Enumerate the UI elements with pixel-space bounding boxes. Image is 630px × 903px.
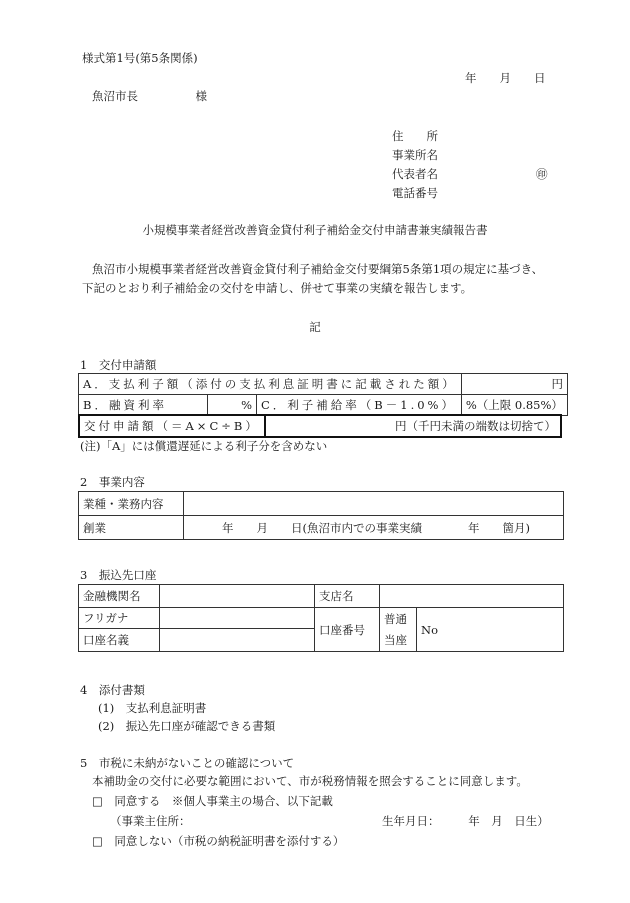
founded-label: 創業 <box>79 516 184 540</box>
section1-heading: 1 交付申請額 <box>80 358 157 372</box>
section4-heading: 4 添付書類 <box>80 683 145 697</box>
agree-checkbox[interactable]: □ 同意する ※個人事業主の場合、以下記載 <box>92 794 333 808</box>
furigana-label: フリガナ <box>79 608 160 629</box>
applicant-address-label: 住 所 <box>392 129 438 143</box>
row-b-label: B．融資利率 <box>79 395 208 416</box>
industry-label: 業種・業務内容 <box>79 492 184 516</box>
date-line: 年 月 日 <box>465 71 546 85</box>
bank-account-table <box>78 584 564 652</box>
row-a-label: A．支払利子額（添付の支払利息証明書に記載された額） <box>79 374 462 395</box>
bank-name-label: 金融機関名 <box>79 585 160 608</box>
form-number: 様式第1号(第5条関係) <box>82 51 198 65</box>
type-ordinary[interactable]: 普通 <box>384 611 407 626</box>
attachment-item: (2) 振込先口座が確認できる書類 <box>98 719 276 733</box>
ki-heading: 記 <box>309 320 321 334</box>
intro-line-2: 下記のとおり利子補給金の交付を申請し、併せて事業の実績を報告します。 <box>82 281 473 295</box>
document-title: 小規模事業者経営改善資金貸付利子補給金交付申請書兼実績報告書 <box>142 223 488 237</box>
type-current[interactable]: 当座 <box>384 632 407 647</box>
row-c-label: C．利子補給率（B－1.0%） <box>257 395 462 416</box>
seal-mark: ㊞ <box>536 167 548 181</box>
intro-line-1: 魚沼市小規模事業者経営改善資金貸付利子補給金交付要綱第5条第1項の規定に基づき、 <box>92 262 544 276</box>
row-a-value[interactable]: 円 <box>461 374 567 395</box>
account-number-value[interactable]: No <box>417 608 564 652</box>
bank-name-value[interactable] <box>160 585 315 608</box>
holder-label: 口座名義 <box>79 629 160 652</box>
section3-heading: 3 振込先口座 <box>80 568 157 582</box>
total-amount-table <box>78 414 562 438</box>
addressee: 魚沼市長 様 <box>92 89 207 103</box>
tax-consent-text: 本補助金の交付に必要な範囲において、市が税務情報を照会することに同意します。 <box>92 774 528 788</box>
section2-heading: 2 事業内容 <box>80 475 145 489</box>
applicant-phone-label: 電話番号 <box>392 186 438 200</box>
industry-value[interactable] <box>184 492 564 516</box>
owner-address-field[interactable]: （事業主住所： <box>110 814 191 828</box>
branch-value[interactable] <box>380 585 564 608</box>
section1-note: (注)「A」には償還遅延による利子分を含めない <box>80 439 328 453</box>
birth-date-field[interactable]: 生年月日： 年 月 日生） <box>382 814 549 828</box>
row-c-value[interactable]: %（上限 0.85%） <box>461 395 567 416</box>
section5-heading: 5 市税に未納がないことの確認について <box>80 756 295 770</box>
branch-label: 支店名 <box>315 585 380 608</box>
applicant-representative-label: 代表者名 <box>392 167 438 181</box>
furigana-value[interactable] <box>160 608 315 629</box>
disagree-checkbox[interactable]: □ 同意しない（市税の納税証明書を添付する） <box>92 834 345 848</box>
holder-value[interactable] <box>160 629 315 652</box>
founded-value[interactable]: 年 月 日(魚沼市内での事業実績 年 箇月) <box>184 516 564 540</box>
application-amount-table <box>78 373 568 416</box>
attachment-item: (1) 支払利息証明書 <box>98 701 207 715</box>
total-value[interactable]: 円（千円未満の端数は切捨て） <box>265 415 561 437</box>
row-b-value[interactable]: % <box>208 395 257 416</box>
applicant-business-label: 事業所名 <box>392 148 438 162</box>
account-number-label: 口座番号 <box>315 608 380 652</box>
total-label: 交付申請額（＝A×C÷B） <box>79 415 265 437</box>
business-table <box>78 491 564 540</box>
account-type[interactable] <box>380 608 417 652</box>
